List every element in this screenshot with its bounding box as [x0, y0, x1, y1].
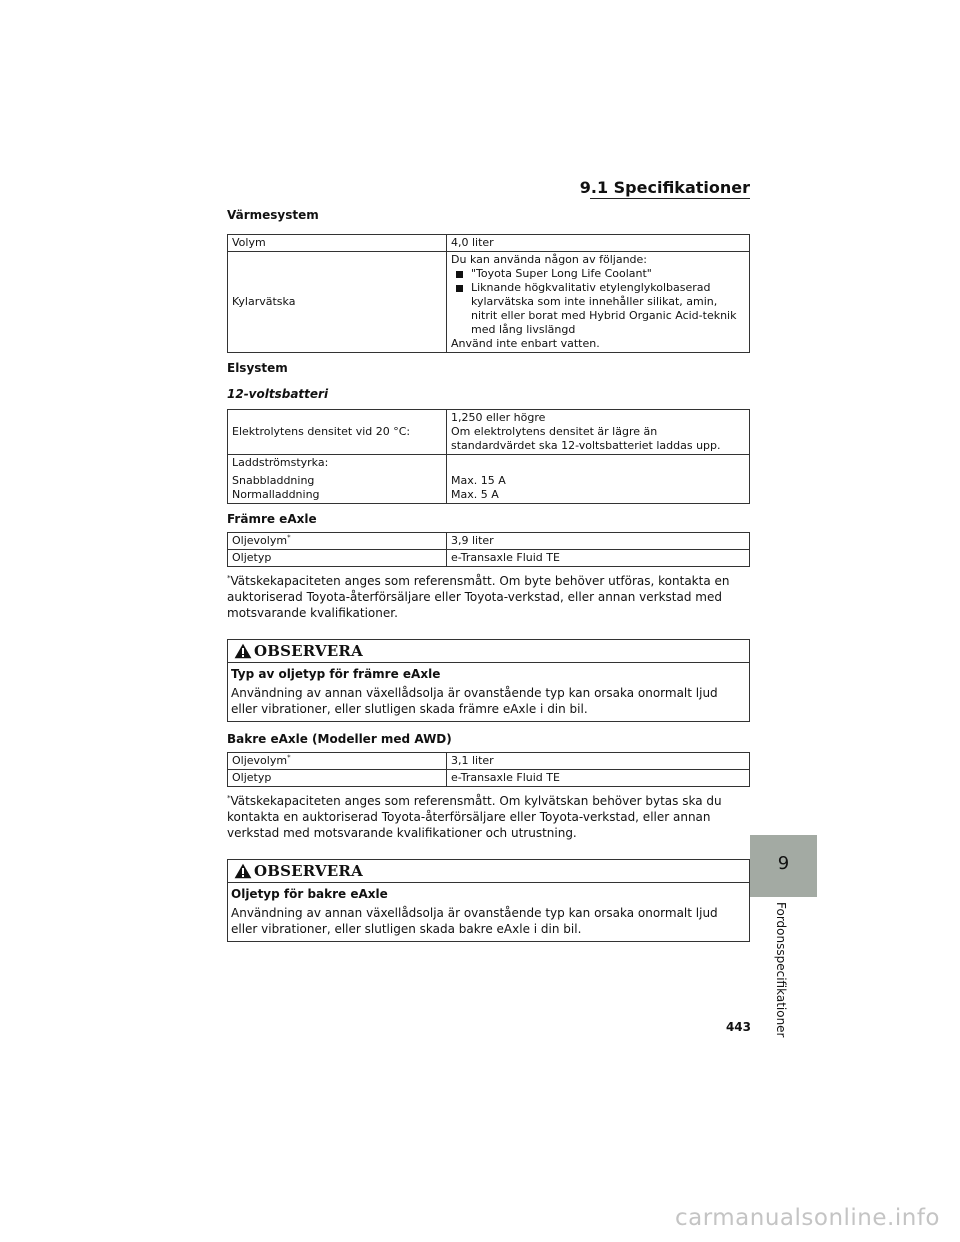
notice-title: Oljetyp för bakre eAxle: [231, 887, 388, 901]
list-item: "Toyota Super Long Life Coolant": [451, 267, 745, 281]
table-row: [228, 770, 750, 787]
header-rule: [590, 198, 750, 199]
notice-label: OBSERVERA: [254, 862, 363, 880]
charge-value: Max. 15 A Max. 5 A: [447, 455, 750, 504]
oil-type-label: Oljetyp: [228, 770, 447, 787]
oil-volume-value: 3,1 liter: [447, 753, 750, 770]
density-value: 1,250 eller högre Om elektrolytens densitet är lägre än standardvärdet ska 12-voltsbatteriet laddas upp.: [447, 410, 750, 455]
rear-eaxle-table: [227, 752, 750, 787]
table-row: [228, 235, 750, 252]
notice-rear: [227, 859, 750, 942]
electrical-heading: Elsystem: [227, 361, 288, 375]
rear-eaxle-heading: Bakre eAxle (Modeller med AWD): [227, 732, 452, 746]
chapter-tab: [750, 835, 817, 897]
warning-icon: [234, 863, 252, 879]
oil-type-value: e-Transaxle Fluid TE: [447, 770, 750, 787]
coolant-outro: Använd inte enbart vatten.: [451, 337, 600, 350]
front-footnote: *Vätskekapaciteten anges som referensmått. Om byte behöver utföras, kontakta en auktoriserad Toyota-återförsäljare eller Toyota-verkstad, eller annan verkstad med motsvarande kvalifikationer.: [227, 574, 730, 620]
table-row: [228, 753, 750, 770]
table-row: [228, 533, 750, 550]
chapter-label: Fordonsspecifikationer: [774, 902, 788, 1038]
square-bullet-icon: [456, 285, 463, 292]
heating-heading: Värmesystem: [227, 208, 319, 222]
oil-type-value: e-Transaxle Fluid TE: [447, 550, 750, 567]
notice-text: Användning av annan växellådsolja är ovanstående typ kan orsaka onormalt ljud eller vibrationer, eller slutligen skada främre eAxle i din bil.: [231, 686, 718, 716]
notice-text: Användning av annan växellådsolja är ovanstående typ kan orsaka onormalt ljud eller vibrationer, eller slutligen skada bakre eAxle i din bil.: [231, 906, 718, 936]
coolant-value: [447, 252, 750, 353]
chapter-number: 9: [777, 853, 790, 874]
notice-front: [227, 639, 750, 722]
table-row: [228, 550, 750, 567]
density-label: Elektrolytens densitet vid 20 °C:: [228, 410, 447, 455]
oil-type-label: Oljetyp: [228, 550, 447, 567]
warning-icon: [234, 643, 252, 659]
heating-table: [227, 234, 750, 353]
oil-volume-label: Oljevolym*: [228, 533, 447, 550]
main-content: [227, 208, 751, 942]
charge-label: Laddströmstyrka: Snabbladdning Normalladdning: [228, 455, 447, 504]
page-number: 443: [725, 1020, 751, 1034]
coolant-list: [451, 267, 745, 337]
battery-table: [227, 409, 750, 504]
coolant-label: Kylarvätska: [228, 252, 447, 353]
battery-subheading: 12-voltsbatteri: [227, 387, 329, 401]
volume-label: Volym: [228, 235, 447, 252]
square-bullet-icon: [456, 271, 463, 278]
oil-volume-value: 3,9 liter: [447, 533, 750, 550]
front-eaxle-heading: Främre eAxle: [227, 512, 317, 526]
coolant-intro: Du kan använda någon av följande:: [451, 253, 648, 266]
table-row: [228, 252, 750, 353]
oil-volume-label: Oljevolym*: [228, 753, 447, 770]
table-row: [228, 455, 750, 504]
watermark: carmanualsonline.info: [674, 1205, 940, 1231]
table-row: [228, 410, 750, 455]
front-eaxle-table: [227, 532, 750, 567]
list-item: Liknande högkvalitativ etylenglykolbaserad kylarvätska som inte innehåller silikat, amin, nitrit eller borat med Hybrid Organic Acid-teknik med lång livslängd: [451, 281, 745, 337]
section-title: 9.1 Specifikationer: [579, 178, 750, 197]
notice-label: OBSERVERA: [254, 642, 363, 660]
rear-footnote: *Vätskekapaciteten anges som referensmått. Om kylvätskan behöver bytas ska du kontakta en auktoriserad Toyota-återförsäljare eller Toyota-verkstad, eller annan verkstad med motsvarande kvalifikationer och utrustning.: [227, 794, 722, 840]
volume-value: 4,0 liter: [447, 235, 750, 252]
notice-title: Typ av oljetyp för främre eAxle: [231, 667, 441, 681]
